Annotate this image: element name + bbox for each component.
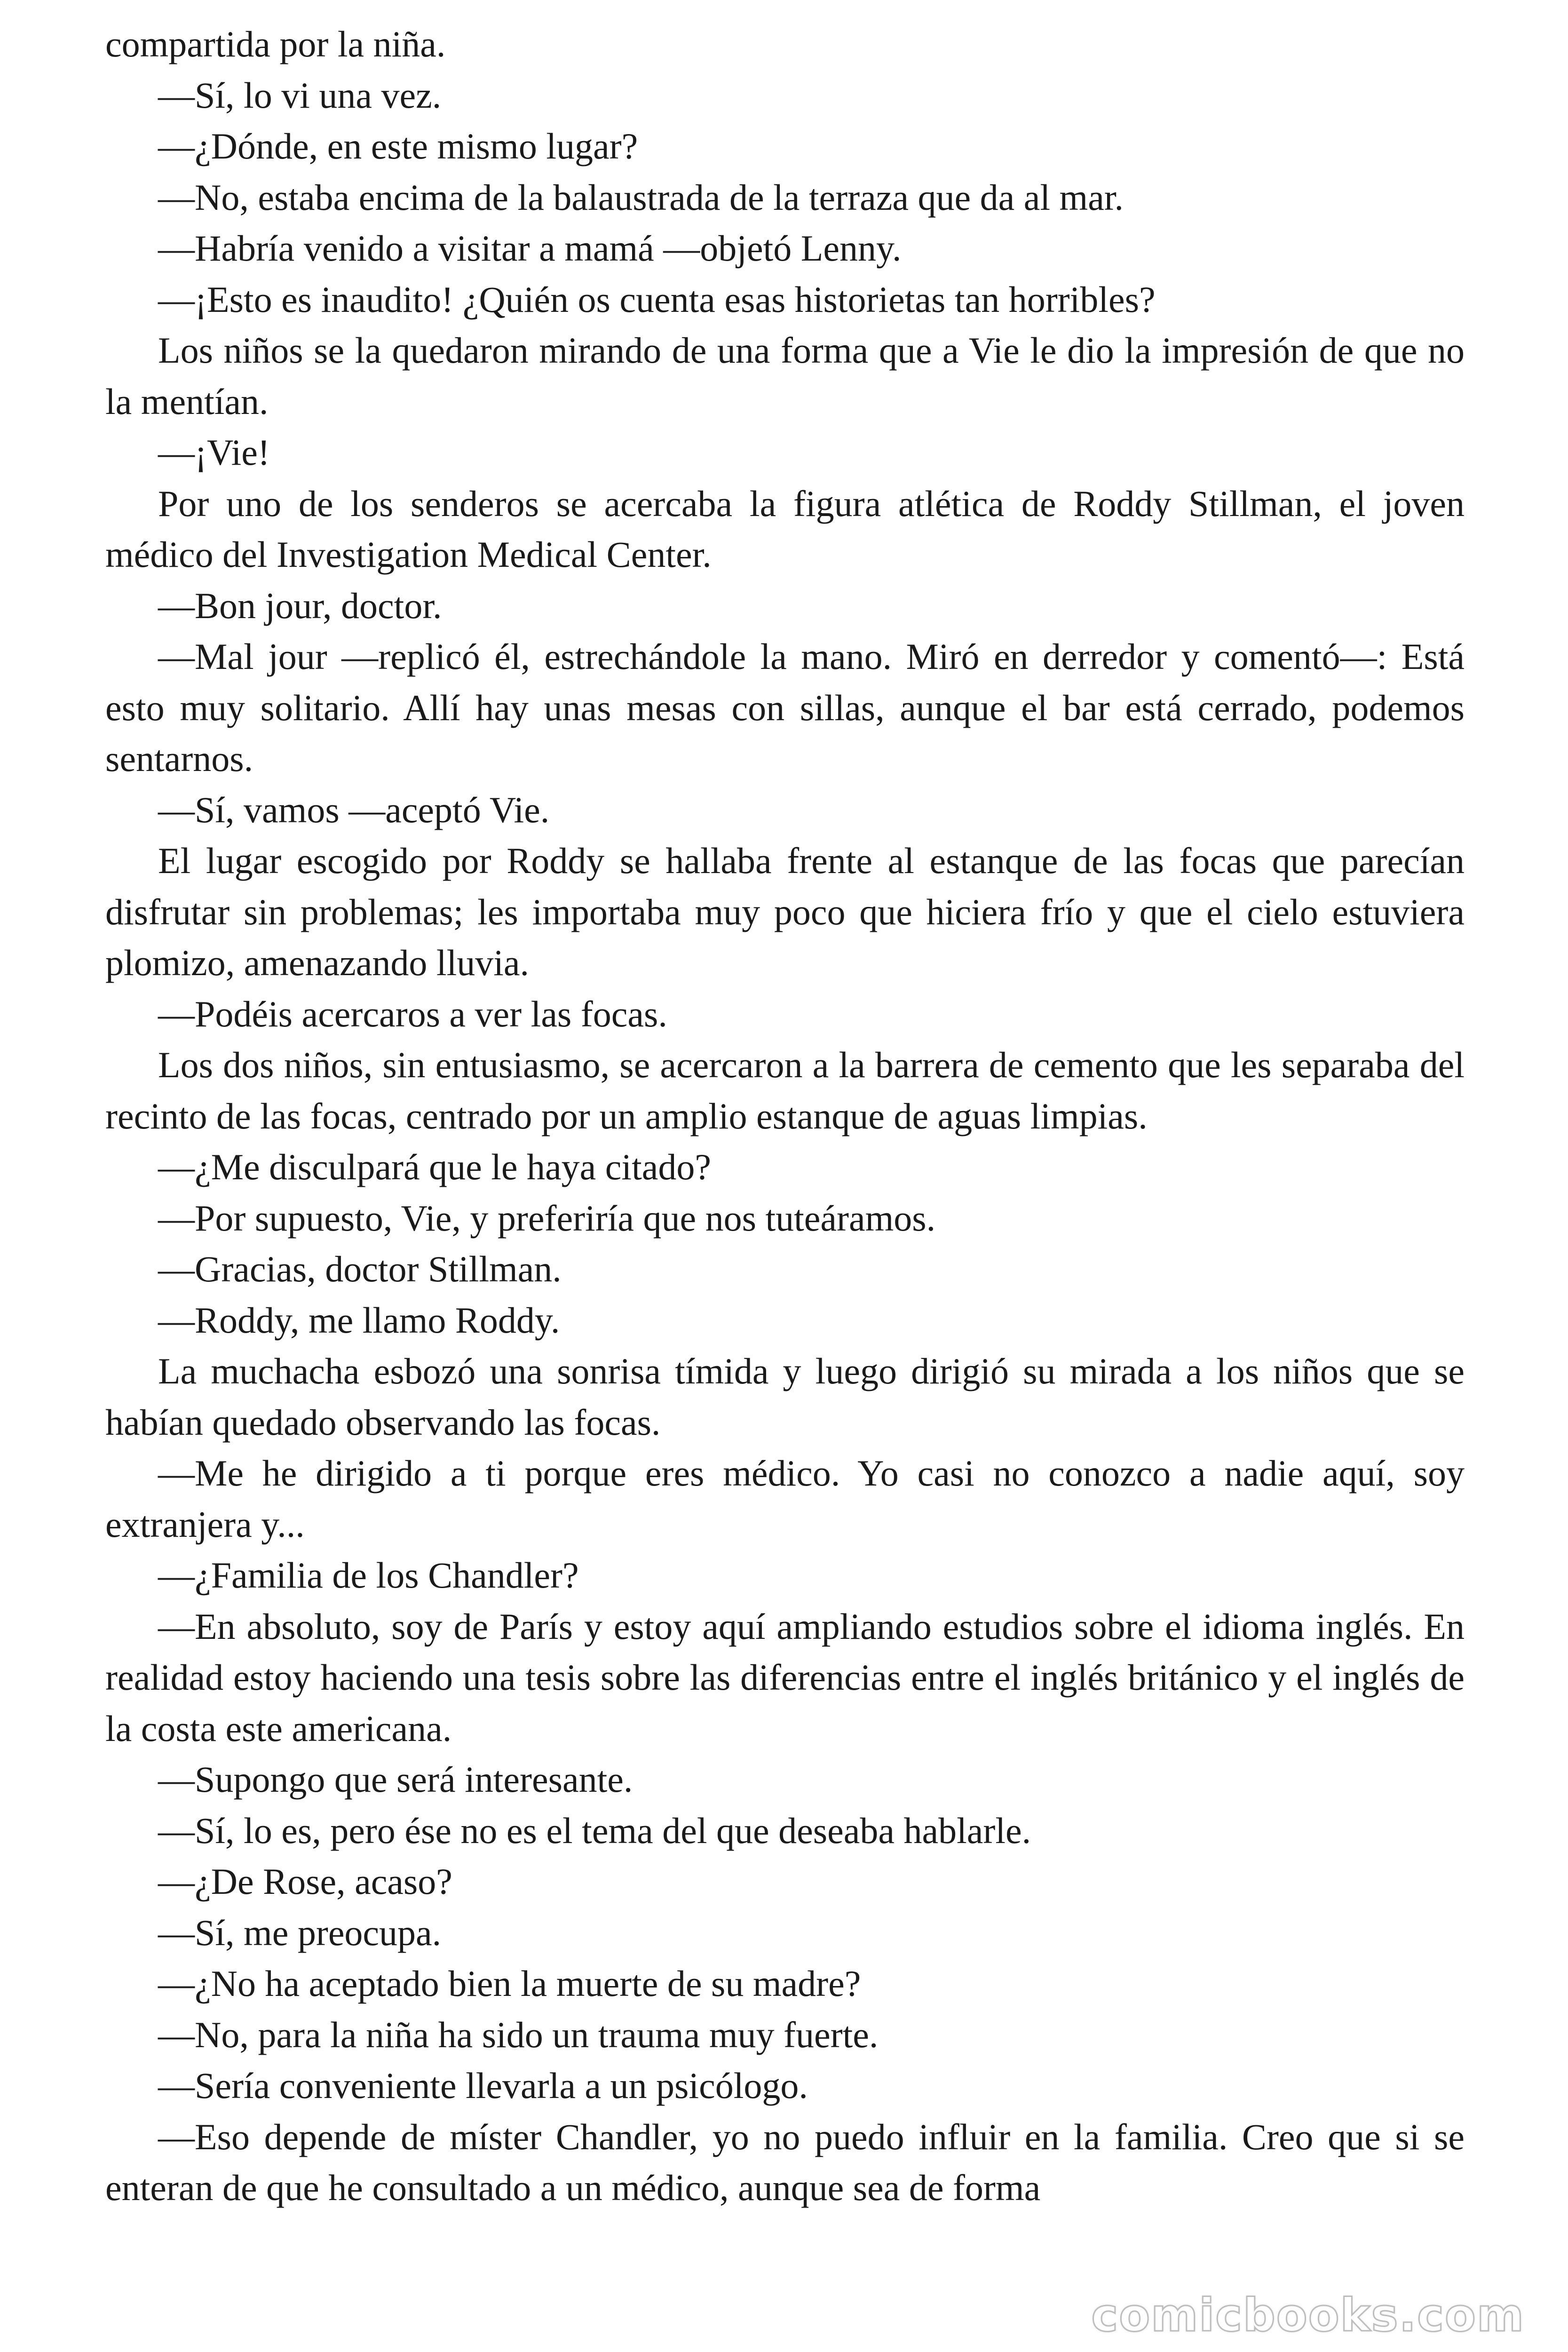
- paragraph: —Podéis acercaros a ver las focas.: [158, 993, 667, 1034]
- paragraph: —Me he dirigido a ti porque eres médico. Yo casi no conozco a nadie aquí, soy extranjera y...: [105, 1453, 1465, 1545]
- paragraph: —No, para la niña ha sido un trauma muy fuerte.: [158, 2014, 879, 2055]
- paragraph: —En absoluto, soy de París y estoy aquí ampliando estudios sobre el idioma inglés. En realidad estoy haciendo una tesis sobre las diferencias entre el inglés británico y el inglés de la costa este americana.: [105, 1605, 1465, 1749]
- paragraph: —Sí, lo vi una vez.: [158, 74, 442, 116]
- paragraph: Los dos niños, sin entusiasmo, se acercaron a la barrera de cemento que les separaba del recinto de las focas, centrado por un amplio estanque de aguas limpias.: [105, 1044, 1465, 1136]
- paragraph: —Habría venido a visitar a mamá —objetó Lenny.: [158, 228, 902, 269]
- paragraph: —¿De Rose, acaso?: [158, 1861, 452, 1902]
- paragraph: —¿Me disculpará que le haya citado?: [158, 1146, 711, 1187]
- paragraph: El lugar escogido por Roddy se hallaba frente al estanque de las focas que parecían disfrutar sin problemas; les importaba muy poco que hiciera frío y que el cielo estuviera plomizo, amenazando lluvia.: [105, 840, 1465, 983]
- paragraph: compartida por la niña.: [105, 24, 446, 64]
- paragraph: —Eso depende de míster Chandler, yo no puedo influir en la familia. Creo que si se enteran de que he consultado a un médico, aunque sea de forma: [105, 2116, 1465, 2208]
- paragraph: Por uno de los senderos se acercaba la figura atlética de Roddy Stillman, el joven médico del Investigation Medical Center.: [105, 483, 1465, 575]
- paragraph: —Gracias, doctor Stillman.: [158, 1248, 562, 1289]
- paragraph: —Sería conveniente llevarla a un psicólogo.: [158, 2065, 808, 2106]
- page-body: [105, 19, 1465, 2214]
- paragraph: —¿Familia de los Chandler?: [158, 1555, 579, 1596]
- paragraph: —¡Vie!: [158, 432, 270, 473]
- paragraph: —¡Esto es inaudito! ¿Quién os cuenta esas historietas tan horribles?: [158, 278, 1156, 320]
- paragraph: —Sí, lo es, pero ése no es el tema del que deseaba hablarle.: [158, 1810, 1031, 1851]
- paragraph: —Roddy, me llamo Roddy.: [158, 1299, 560, 1341]
- paragraph: —Mal jour —replicó él, estrechándole la mano. Miró en derredor y comentó—: Está esto muy solitario. Allí hay unas mesas con sillas, aunque el bar está cerrado, podemos sentarnos.: [105, 636, 1465, 779]
- watermark-logo: comicbooks.com: [1091, 2289, 1525, 2342]
- paragraph: La muchacha esbozó una sonrisa tímida y luego dirigió su mirada a los niños que se habían quedado observando las focas.: [105, 1351, 1465, 1443]
- paragraph: —Sí, vamos —aceptó Vie.: [158, 789, 550, 830]
- paragraph: —Sí, me preocupa.: [158, 1912, 442, 1953]
- paragraph: Los niños se la quedaron mirando de una forma que a Vie le dio la impresión de que no la mentían.: [105, 330, 1465, 422]
- paragraph: —¿No ha aceptado bien la muerte de su madre?: [158, 1963, 861, 2004]
- paragraph: —Bon jour, doctor.: [158, 585, 442, 626]
- paragraph: —Por supuesto, Vie, y preferiría que nos tuteáramos.: [158, 1197, 936, 1239]
- paragraph: —Supongo que será interesante.: [158, 1759, 633, 1800]
- paragraph: —No, estaba encima de la balaustrada de la terraza que da al mar.: [158, 176, 1124, 218]
- paragraph: —¿Dónde, en este mismo lugar?: [158, 126, 638, 167]
